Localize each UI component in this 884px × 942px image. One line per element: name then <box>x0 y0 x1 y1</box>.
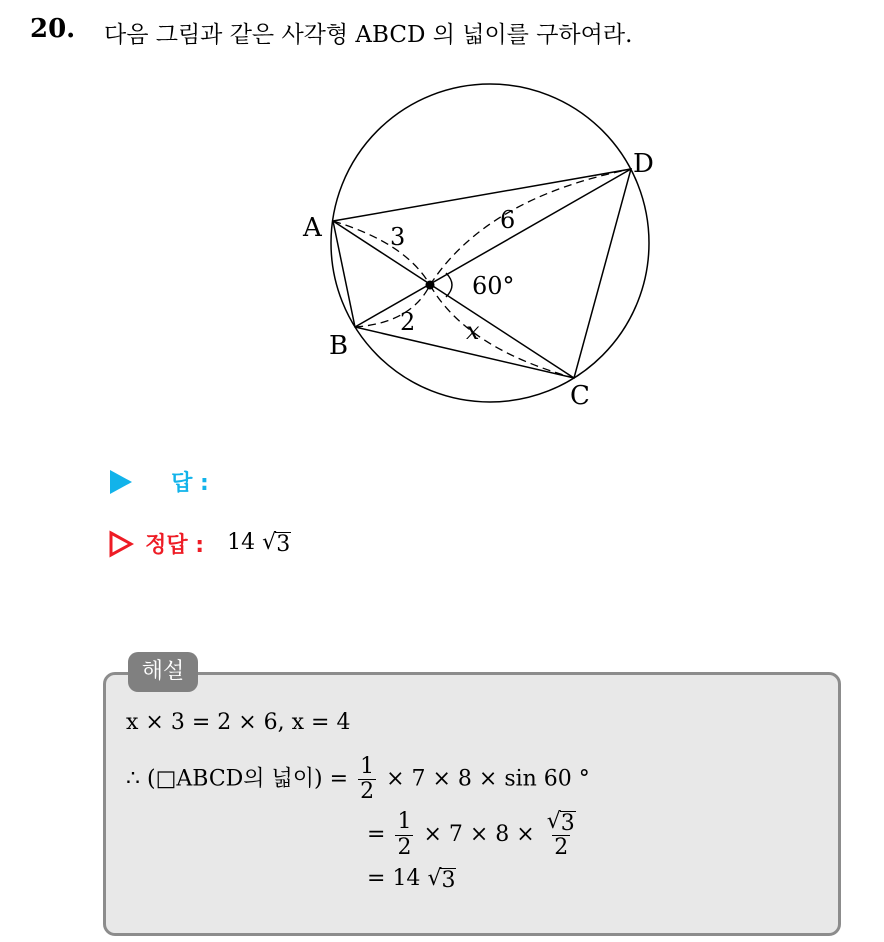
point-label-d: D <box>633 149 654 179</box>
sqrt-symbol: √ 3 <box>427 866 456 893</box>
answer-row <box>108 466 209 497</box>
sqrt-radicand: 3 <box>560 811 575 836</box>
sqrt-symbol: √ 3 <box>546 809 575 836</box>
point-label-c: C <box>570 381 590 411</box>
fraction-denominator: 2 <box>360 779 375 805</box>
solution-line-3 <box>367 810 581 860</box>
cyclic-quadrilateral-figure <box>296 78 676 418</box>
correct-answer-coefficient: 14 <box>227 530 256 556</box>
correct-answer-row <box>108 528 291 559</box>
fraction-half <box>358 755 376 804</box>
equals-sign: = <box>367 866 386 891</box>
fraction-numerator: 1 <box>397 809 412 835</box>
fraction-sqrt3-over-2 <box>545 810 578 860</box>
fraction-half <box>395 810 413 859</box>
sqrt-symbol: √ 3 <box>262 530 291 558</box>
fraction-denominator: 2 <box>397 834 412 860</box>
problem-number: 20. <box>30 14 76 44</box>
point-label-b: B <box>329 331 349 361</box>
segment-label-6: 6 <box>500 206 516 234</box>
filled-triangle-icon <box>108 468 134 496</box>
solution-line-4 <box>367 866 456 892</box>
solution-line-4-coefficient: 14 <box>392 866 421 891</box>
solution-line-2 <box>126 755 590 804</box>
intersection-point <box>426 281 435 290</box>
solution-line-2-rest: × 7 × 8 × sin 60 ° <box>386 766 590 792</box>
correct-answer-value <box>227 530 291 556</box>
segment-label-x: x <box>466 317 480 345</box>
segment-label-3: 3 <box>390 223 406 251</box>
correct-answer-label: 정답 : <box>145 533 205 558</box>
problem-text: 다음 그림과 같은 사각형 ABCD 의 넓이를 구하여라. <box>104 22 633 48</box>
solution-tab: 해설 <box>128 652 198 692</box>
sqrt-radicand: 3 <box>276 532 291 558</box>
sqrt-radicand: 3 <box>441 868 456 893</box>
angle-arc <box>446 273 452 297</box>
fraction-denominator: 2 <box>554 835 569 861</box>
answer-label: 답 : <box>171 471 209 496</box>
diagonal-ac <box>333 221 574 378</box>
circumscribed-circle <box>331 84 649 402</box>
point-label-a: A <box>303 213 322 243</box>
angle-label: 60° <box>472 272 515 300</box>
solution-line-3-rest: × 7 × 8 × <box>423 822 535 848</box>
solution-line-1: x × 3 = 2 × 6, x = 4 <box>126 710 351 735</box>
outline-triangle-icon <box>108 530 134 558</box>
solution-line-2-lhs: ∴ (□ABCD의 넓이) = <box>126 766 349 792</box>
equals-sign: = <box>367 822 386 848</box>
fraction-numerator: 1 <box>360 754 375 779</box>
segment-label-2: 2 <box>400 308 416 336</box>
